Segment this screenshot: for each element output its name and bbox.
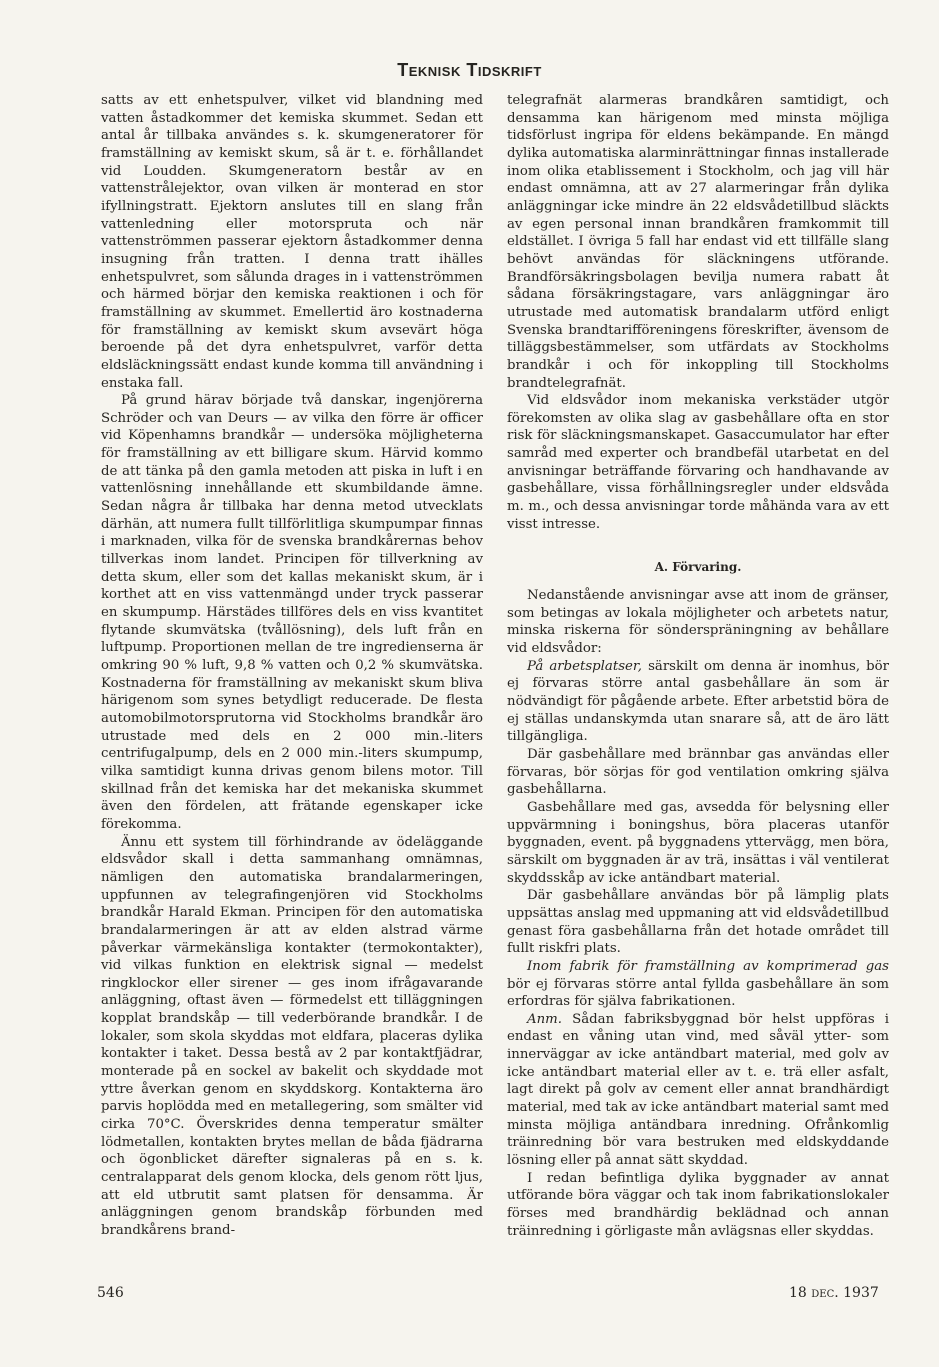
italic-lead: Inom fabrik för framställning av komprimerad gas <box>527 958 889 974</box>
journal-title: Teknisk Tidskrift <box>397 60 542 80</box>
paragraph: I redan befintliga dylika byggnader av annat utförande böra väggar och tak inom fabrikationslokaler förses med brandhärdig beklädnad och annan träinredning i görligaste mån avlägsnas eller skyddas. <box>507 1170 889 1239</box>
page-number: 546 <box>97 1285 124 1301</box>
right-column <box>507 92 889 1240</box>
paragraph-text: bör ej förvaras större antal fyllda gasbehållare än som erfordras för själva fabrikationen. <box>507 976 889 1010</box>
paragraph: På grund härav började två danskar, ingenjörerna Schröder och van Deurs — av vilka den förre är officer vid Köpenhamns brandkår — undersöka möjligheterna för framställning av ett billigare skum. Härvid kommo de att tänka på den gamla metoden att piska in luft i en vattenlösning innehållande ett skumbildande ämne. Sedan några år tillbaka har denna metod utvecklats därhän, att numera fullt tillförlitliga skumpumpar finnas i marknaden, vilka för de svenska brandkårernas behov tillverkas inom landet. Principen för tillverkning av detta skum, eller som det kallas mekaniskt skum, är i korthet att en viss vattenmängd under tryck passerar en skumpump. Härstädes tillföres dels en viss kvantitet flytande skumvätska (tvållösning), dels luft från en luftpump. Proportionen mellan de tre ingredienserna är omkring 90 % luft, 9,8 % vatten och 0,2 % skumvätska. Kostnaderna för framställning av mekaniskt skum bliva härigenom som synes betydligt reducerade. De flesta automobilmotorsprutorna vid Stockholms brandkår äro utrustade med dels en 2 000 min.-liters centrifugalpump, dels en 2 000 min.-liters skumpump, vilka samtidigt kunna drivas genom bilens motor. Till skillnad från det kemiska har det mekaniska skummet även den fördelen, att frätande egenskaper icke förekomma. <box>101 393 483 832</box>
paragraph <box>507 1011 889 1170</box>
paragraph: Där gasbehållare användas bör på lämplig plats uppsättas anslag med uppmaning att vid eldsvådetillbud genast föra gasbehållarna från det hotade området till fullt riskfri plats. <box>507 888 890 957</box>
paragraph: Ännu ett system till förhindrande av ödeläggande eldsvådor skall i detta sammanhang omnämnas, nämligen den automatiska brandalarmeringen, uppfunnen av telegrafingenjören vid Stockholms brandkår Harald Ekman. Principen för den automatiska brandalarmeringen är att av elden alstrad värme påverkar värmekänsliga kontakter (termokontakter), vid vilkas funktion en elektrisk signal — medelst ringklockor eller sirener — ges inom ifrågavarande anläggning, oftast även — förmedelst ett tilläggningen kopplat brandskåp — till vederbörande brandkår. I de lokaler, som skola skyddas mot eldfara, placeras dylika kontakter i taket. Dessa bestå av 2 par kontaktfjädrar, monterade på en sockel av bakelit och skyddade mot yttre åverkan genom en skyddskorg. Kontakterna äro parvis hoplödda med en metallegering, som smälter vid cirka 70°C. Överskrides denna temperatur smälter lödmetallen, kontakten brytes mellan de båda fjädrarna och ögonblicket därefter signaleras på en s. k. centralapparat dels genom klocka, dels genom rött ljus, att eld utbrutit samt platsen för densamma. Är anläggningen genom brandskåp förbunden med brandkårens brand- <box>101 834 483 1238</box>
paragraph: Nedanstående anvisningar avse att inom de gränser, som betingas av lokala möjligheter och arbetets natur, minska riskerna för sönderspräningning av behållare vid eldsvådor: <box>507 588 889 657</box>
italic-lead: På arbetsplatser, <box>527 658 643 674</box>
issue-date: 18 dec. 1937 <box>789 1285 879 1301</box>
paragraph <box>507 958 889 1011</box>
paragraph-text: Sådan fabriksbyggnad bör helst uppföras i endast en våning utan vind, med såväl ytter- som innerväggar av icke antändbart material, med golv av icke antändbart material eller av t. e. trä eller asfalt, lagt direkt på golv av cement eller annat brandhärdigt material, med tak av icke antändbart material samt med minsta möjliga antändbara inredning. Ofrånkomlig träinredning bör vara bestruken med eldskyddande lösning eller på annat sätt skyddad. <box>507 1011 889 1169</box>
paragraph: Gasbehållare med gas, avsedda för belysning eller uppvärmning i boningshus, böra placeras utanför byggnaden, event. på byggnadens yttervägg, men böra, särskilt om byggnaden är av trä, insättas i väl ventilerat skyddsskåp av icke antändbart material. <box>507 799 889 886</box>
left-column <box>101 92 483 1240</box>
paragraph: Vid eldsvådor inom mekaniska verkstäder utgör förekomsten av olika slag av gasbehållare ofta en stor risk för släckningsmanskapet. Gasaccumulator har efter samråd med experter och brandbefäl utarbetat en del anvisningar beträffande förvaring och handhavande av gasbehållare, vissa förhållningsregler under eldsvåda m. m., och dessa anvisningar torde måhända vara av ett visst intresse. <box>507 393 889 532</box>
paragraph-text: särskilt om denna är inomhus, bör ej förvaras större antal gasbehållare än som är nödvändigt för pågående arbete. Efter arbetstid böra de ej ställas undanskymda utan snarare så, att de äro lätt tillgängliga. <box>507 658 889 745</box>
paragraph: Där gasbehållare med brännbar gas användas eller förvaras, bör sörjas för god ventilation omkring själva gasbehållarna. <box>507 746 889 798</box>
paragraph: telegrafnät alarmeras brandkåren samtidigt, och densamma kan härigenom med minsta möjliga tidsförlust ingripa för eldens bekämpande. En mängd dylika automatiska alarminrättningar finnas installerade inom olika etablissement i Stockholm, och jag vill här endast omnämna, att av 27 alarmeringar från dylika anläggningar icke mindre än 22 eldsvådetillbud släckts av egen personal innan brandkåren framkommit till eldstället. I övriga 5 fall har endast vid ett tillfälle slang behövt användas för släckningens utförande. Brandförsäkringsbolagen bevilja numera rabatt åt sådana försäkringstagare, vars anläggningar äro utrustade med automatisk brandalarm utförd enligt Svenska brandtarifföreningens föreskrifter, ävensom de tilläggsbestämmelser, som utfärdats av Stockholms brandkår i och för inkoppling till Stockholms brandtelegrafnät. <box>507 93 889 391</box>
section-heading: A. Förvaring. <box>654 560 742 575</box>
paragraph: satts av ett enhetspulver, vilket vid blandning med vatten åstadkommer det kemiska skummet. Sedan ett antal år tillbaka användes s. k. skumgeneratorer för framställning av kemiskt skum, så är t. e. förhållandet vid Loudden. Skumgeneratorn består av en vattenstrålejektor, ovan vilken är monterad en stor ifyllningstratt. Ejektorn anslutes till en slang från vattenledning eller motorspruta och när vattenströmmen passerar ejektorn åstadkommer denna insugning från tratten. I denna tratt ihälles enhetspulvret, som sålunda drages in i vattenströmmen och härmed börjar den kemiska reaktionen i och för framställning av skummet. Emellertid äro kostnaderna för framställning av kemiskt skum avsevärt höga beroende på det dyra enhetspulvret, varför detta eldsläckningssätt endast kunde komma till användning i enstaka fall. <box>101 93 483 391</box>
italic-lead: Anm. <box>527 1011 563 1027</box>
paragraph <box>507 658 889 746</box>
